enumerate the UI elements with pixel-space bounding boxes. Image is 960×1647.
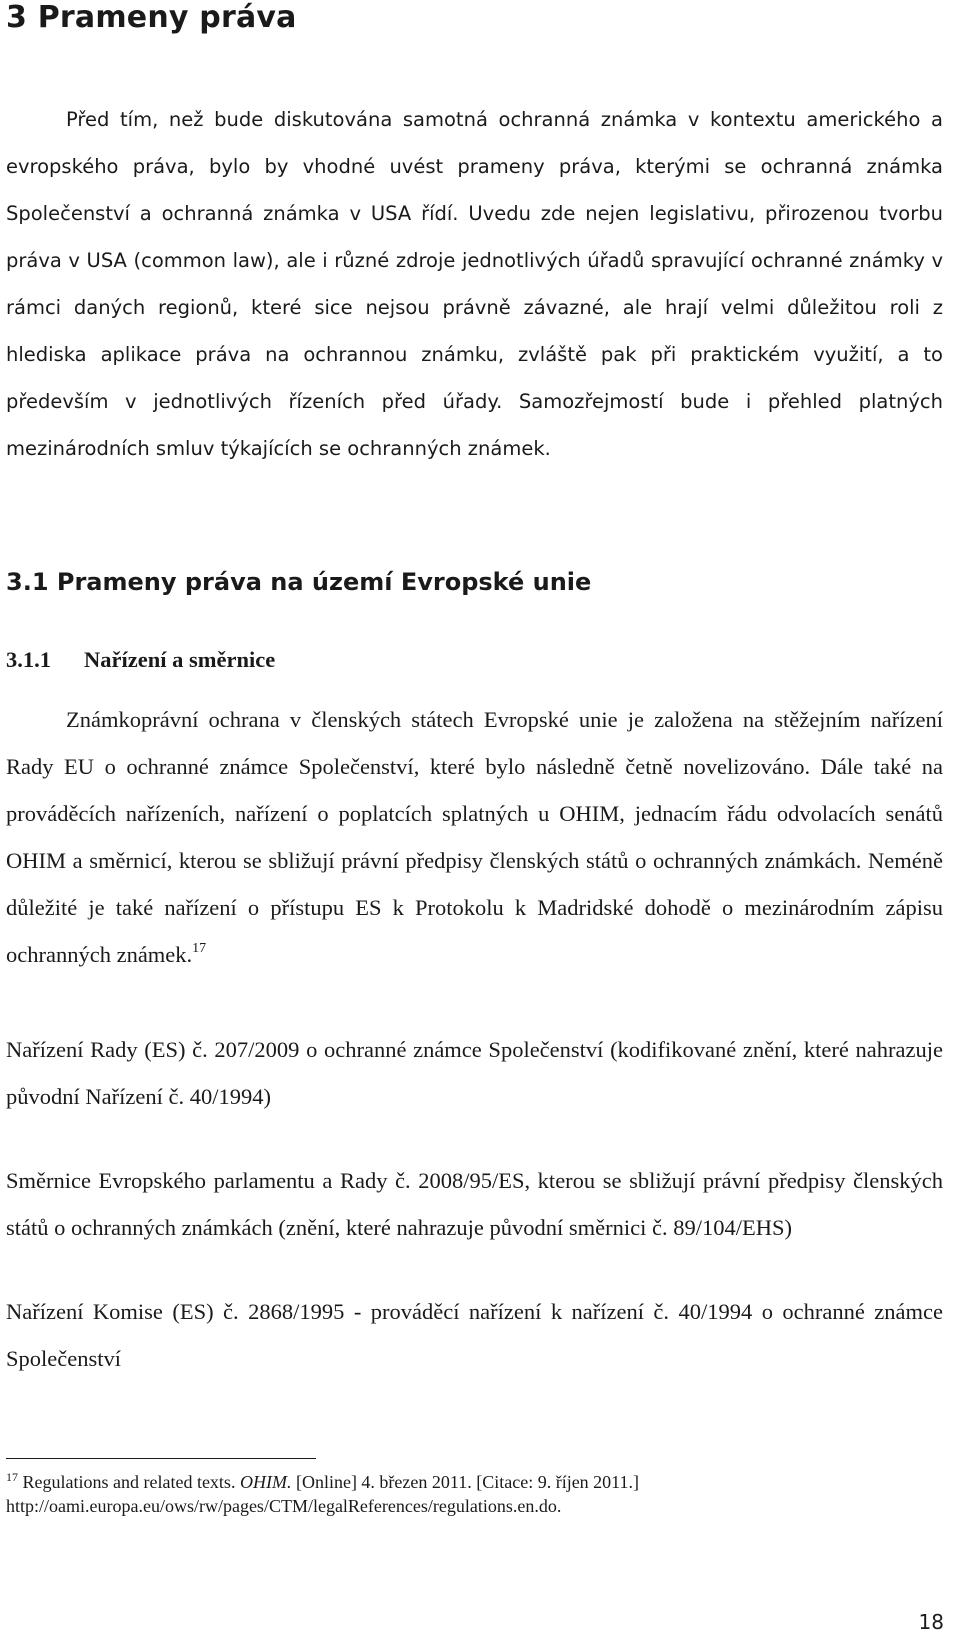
regulations-paragraph — [6, 696, 943, 978]
subsection-number: 3.1.1 — [6, 647, 51, 672]
footnote-url-link[interactable]: http://oami.europa.eu/ows/rw/pages/CTM/legalReferences/regulations.en.do. — [6, 1496, 562, 1516]
subsection-heading — [6, 644, 275, 676]
regulation-item: Směrnice Evropského parlamentu a Rady č. 2008/95/ES, kterou se sbližují právní předpisy členských států o ochranných známkách (znění, které nahrazuje původní směrnici č. 89/104/EHS) — [6, 1168, 943, 1240]
footnote-number: 17 — [6, 1470, 18, 1484]
regulations-paragraph-text: Známkoprávní ochrana v členských státech Evropské unie je založena na stěžejním nařízení Rady EU o ochranné známce Společenství, které bylo následně četně novelizováno. Dále také na prováděcích nařízeních, nařízení o poplatcích splatných u OHIM, jednacím řádu odvolacích senátů OHIM a směrnicí, kterou se sbližují právní předpisy členských států o ochranných známkách. Neméně důležité je také nařízení o přístupu ES k Protokolu k Madridské dohodě o mezinárodním zápisu ochranných známek. — [6, 707, 943, 967]
footnote-text-after: [Online] 4. březen 2011. [Citace: 9. říjen 2011.] — [295, 1472, 640, 1492]
regulation-item: Nařízení Rady (ES) č. 207/2009 o ochranné známce Společenství (kodifikované znění, které nahrazuje původní Nařízení č. 40/1994) — [6, 1037, 943, 1109]
footnote-publisher: OHIM. — [239, 1472, 292, 1492]
footnote — [6, 1470, 943, 1518]
subsection-title: Nařízení a směrnice — [84, 647, 276, 672]
section-heading: 3.1 Prameny práva na území Evropské unie — [6, 568, 592, 596]
footnote-separator — [6, 1458, 316, 1459]
intro-paragraph: Před tím, než bude diskutována samotná ochranná známka v kontextu amerického a evropského práva, bylo by vhodné uvést prameny práva, kterými se ochranná známka Společenství a ochranná známka v USA řídí. Uvedu zde nejen legislativu, přirozenou tvorbu práva v USA (common law), ale i různé zdroje jednotlivých úřadů spravující ochranné známky v rámci daných regionů, které sice nejsou právně závazné, ale hrají velmi důležitou roli z hlediska aplikace práva na ochrannou známku, zvláště pak při praktickém využití, a to především v jednotlivých řízeních před úřady. Samozřejmostí bude i přehled platných mezinárodních smluv týkajících se ochranných známek. — [6, 108, 943, 460]
page-number: 18 — [918, 1610, 944, 1634]
footnote-reference[interactable]: 17 — [192, 941, 207, 956]
regulation-item: Nařízení Komise (ES) č. 2868/1995 - prováděcí nařízení k nařízení č. 40/1994 o ochranné známce Společenství — [6, 1299, 943, 1371]
footnote-text-before: Regulations and related texts. — [22, 1472, 236, 1492]
chapter-heading: 3 Prameny práva — [6, 0, 297, 35]
